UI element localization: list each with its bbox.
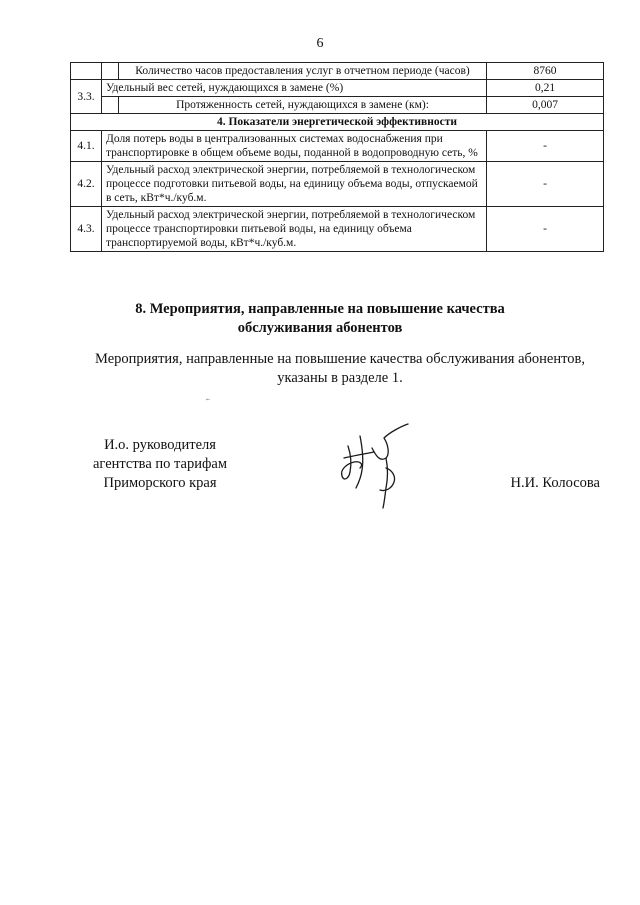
row-value: - [487, 131, 604, 162]
row-text: Удельный расход электрической энергии, потребляемой в технологическом процессе транспортировки питьевой воды, на единицу объема транспортируемой воды, кВт*ч./куб.м. [102, 207, 487, 252]
section-8-title-line: 8. Мероприятия, направленные на повышение качества [135, 301, 505, 317]
signer-title [70, 436, 250, 493]
row-number: 4.1. [71, 131, 102, 162]
row-value: - [487, 207, 604, 252]
indicators-table [70, 62, 604, 252]
page-number: 6 [316, 36, 324, 51]
signer-title-line: И.о. руководителя [104, 437, 216, 453]
row-value: 0,21 [487, 80, 604, 97]
table-row [71, 80, 604, 97]
row-number: 4.3. [71, 207, 102, 252]
signer-name: Н.И. Колосова [510, 475, 600, 491]
section-8-body-line: Мероприятия, направленные на повышение качества обслуживания абонентов, [95, 351, 585, 367]
indent-cell [102, 97, 119, 114]
scan-speck [206, 398, 210, 401]
signer-title-line: Приморского края [103, 475, 217, 491]
row-value: 0,007 [487, 97, 604, 114]
row-text: Количество часов предоставления услуг в отчетном периоде (часов) [119, 63, 487, 80]
handwritten-signature [330, 418, 420, 510]
table-row [71, 131, 604, 162]
section-4-title: 4. Показатели энергетической эффективности [71, 114, 604, 131]
table-row [71, 63, 604, 80]
table-row [71, 97, 604, 114]
table-row [71, 207, 604, 252]
row-value: 8760 [487, 63, 604, 80]
row-text: Протяженность сетей, нуждающихся в замене (км): [119, 97, 487, 114]
row-text: Удельный вес сетей, нуждающихся в замене (%) [102, 80, 487, 97]
section-8-body [70, 350, 610, 388]
section-header-row [71, 114, 604, 131]
section-8-body-line: указаны в разделе 1. [277, 370, 403, 386]
row-number: 4.2. [71, 162, 102, 207]
row-text: Доля потерь воды в централизованных системах водоснабжения при транспортировке в общем объеме воды, поданной в водопроводную сеть, % [102, 131, 487, 162]
section-8-title [0, 300, 640, 338]
signer-title-line: агентства по тарифам [93, 456, 227, 472]
section-8-title-line: обслуживания абонентов [237, 320, 403, 336]
row-number: 3.3. [71, 80, 102, 114]
row-text: Удельный расход электрической энергии, потребляемой в технологическом процессе подготовки питьевой воды, на единицу объема воды, отпускаемой в сеть, кВт*ч./куб.м. [102, 162, 487, 207]
indent-cell [102, 63, 119, 80]
row-number [71, 63, 102, 80]
row-value: - [487, 162, 604, 207]
table-row [71, 162, 604, 207]
